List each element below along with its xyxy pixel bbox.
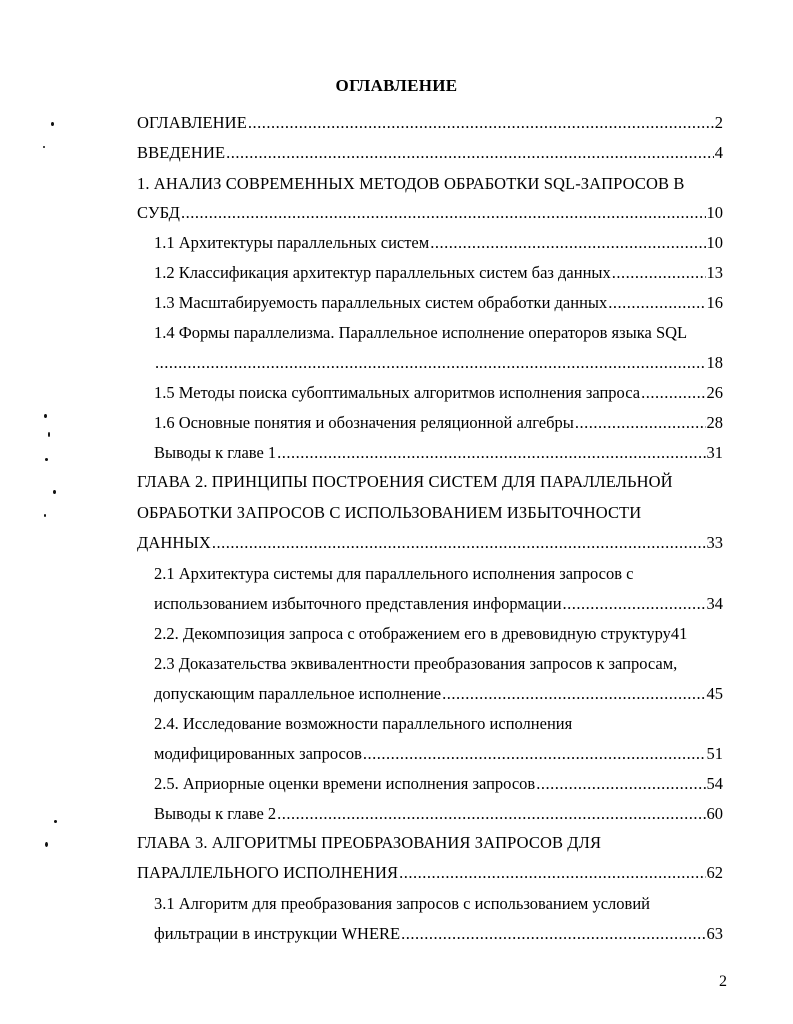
scan-speck <box>54 820 57 823</box>
toc-leader-dots <box>277 803 705 825</box>
toc-leader-dots <box>430 232 705 254</box>
toc-entry-text: 1.6 Основные понятия и обозначения реляционной алгебры <box>154 413 574 432</box>
toc-entry-chapter2[interactable] <box>137 532 723 554</box>
toc-entry-text: ВВЕДЕНИЕ <box>137 143 226 162</box>
toc-leader-dots <box>399 862 705 884</box>
toc-entry-page: 51 <box>706 744 723 763</box>
scan-speck <box>48 432 50 437</box>
scan-speck <box>53 490 56 494</box>
toc-entry-1-4[interactable] <box>154 352 723 374</box>
toc-entry-2-2[interactable]: 2.2. Декомпозиция запроса с отображением его в древовидную структуру41 <box>154 624 688 643</box>
toc-entry-text: 2.5. Априорные оценки времени исполнения запросов <box>154 774 536 793</box>
toc-entry-text: СУБД <box>137 203 180 222</box>
toc-entry-3-1[interactable] <box>154 923 723 945</box>
toc-entry-conclusions-2[interactable] <box>154 803 723 825</box>
page-title: ОГЛАВЛЕНИЕ <box>335 76 458 95</box>
toc-entry-page: 16 <box>706 293 723 312</box>
toc-entry-1-1[interactable] <box>154 232 723 254</box>
toc-leader-dots <box>563 593 706 615</box>
toc-entry-2-1[interactable] <box>154 593 723 615</box>
toc-leader-dots <box>155 352 706 374</box>
toc-entry-page: 62 <box>706 863 723 882</box>
toc-entry-3-1-line1: 3.1 Алгоритм для преобразования запросов с использованием условий <box>154 894 650 913</box>
toc-entry-page: 4 <box>714 143 723 162</box>
toc-entry-page: 10 <box>706 203 723 222</box>
toc-leader-dots <box>442 683 705 705</box>
toc-entry-1-3[interactable] <box>154 292 723 314</box>
toc-leader-dots <box>181 202 706 224</box>
toc-entry-text: допускающим параллельное исполнение <box>154 684 442 703</box>
toc-entry-2-4[interactable] <box>154 743 723 765</box>
toc-entry-chapter2-line2: ОБРАБОТКИ ЗАПРОСОВ С ИСПОЛЬЗОВАНИЕМ ИЗБЫТОЧНОСТИ <box>137 503 642 522</box>
toc-leader-dots <box>277 442 705 464</box>
scan-speck <box>45 842 48 847</box>
toc-leader-dots <box>575 412 706 434</box>
toc-entry-page: 10 <box>706 233 723 252</box>
toc-entry-text: Выводы к главе 2 <box>154 804 277 823</box>
toc-leader-dots <box>536 773 705 795</box>
toc-entry-page: 26 <box>706 383 723 402</box>
toc-entry-chapter2-line1: ГЛАВА 2. ПРИНЦИПЫ ПОСТРОЕНИЯ СИСТЕМ ДЛЯ ПАРАЛЛЕЛЬНОЙ <box>137 472 673 491</box>
toc-entry-contents[interactable] <box>137 112 723 134</box>
toc-entry-page: 60 <box>706 804 723 823</box>
toc-entry-page: 34 <box>706 594 723 613</box>
toc-entry-2-3-line1: 2.3 Доказательства эквивалентности преобразования запросов к запросам, <box>154 654 678 673</box>
scan-speck <box>44 414 47 418</box>
toc-entry-page: 33 <box>706 533 723 552</box>
toc-entry-2-3[interactable] <box>154 683 723 705</box>
toc-entry-text: 1.5 Методы поиска субоптимальных алгоритмов исполнения запроса <box>154 383 641 402</box>
toc-entry-chapter1[interactable] <box>137 202 723 224</box>
scan-speck <box>51 122 54 126</box>
toc-entry-1-4-line1: 1.4 Формы параллелизма. Параллельное исполнение операторов языка SQL <box>154 323 688 342</box>
toc-entry-1-6[interactable] <box>154 412 723 434</box>
scan-speck <box>44 514 46 517</box>
toc-entry-text: 1.2 Классификация архитектур параллельных систем баз данных <box>154 263 611 282</box>
toc-entry-page: 28 <box>706 413 723 432</box>
toc-entry-text: использованием избыточного представления информации <box>154 594 562 613</box>
toc-entry-text: фильтрации в инструкции WHERE <box>154 924 401 943</box>
toc-entry-page: 2 <box>714 113 723 132</box>
toc-entry-1-5[interactable] <box>154 382 723 404</box>
toc-entry-page: 13 <box>706 263 723 282</box>
page-number: 2 <box>719 973 727 990</box>
scan-speck <box>43 146 45 148</box>
toc-entry-chapter3-line1: ГЛАВА 3. АЛГОРИТМЫ ПРЕОБРАЗОВАНИЯ ЗАПРОСОВ ДЛЯ <box>137 833 602 852</box>
toc-entry-text: 1.1 Архитектуры параллельных систем <box>154 233 430 252</box>
toc-leader-dots <box>212 532 706 554</box>
toc-leader-dots <box>226 142 714 164</box>
toc-entry-chapter1-line1: 1. АНАЛИЗ СОВРЕМЕННЫХ МЕТОДОВ ОБРАБОТКИ SQL-ЗАПРОСОВ В <box>137 174 685 193</box>
toc-entry-text: Выводы к главе 1 <box>154 443 277 462</box>
toc-entry-page: 31 <box>706 443 723 462</box>
toc-entry-1-2[interactable] <box>154 262 723 284</box>
toc-entry-chapter3[interactable] <box>137 862 723 884</box>
toc-entry-conclusions-1[interactable] <box>154 442 723 464</box>
toc-entry-page: 63 <box>706 924 723 943</box>
toc-entry-page: 45 <box>706 684 723 703</box>
scan-speck <box>45 458 48 461</box>
toc-entry-page: 54 <box>706 774 723 793</box>
toc-leader-dots <box>612 262 706 284</box>
toc-entry-page: 18 <box>706 353 723 372</box>
toc-leader-dots <box>401 923 705 945</box>
toc-entry-introduction[interactable] <box>137 142 723 164</box>
toc-entry-text: ДАННЫХ <box>137 533 211 552</box>
toc-leader-dots <box>641 382 705 404</box>
toc-leader-dots <box>363 743 706 765</box>
toc-leader-dots <box>248 112 714 134</box>
toc-entry-2-5[interactable] <box>154 773 723 795</box>
toc-entry-2-1-line1: 2.1 Архитектура системы для параллельного исполнения запросов с <box>154 564 634 583</box>
toc-entry-text: 1.3 Масштабируемость параллельных систем обработки данных <box>154 293 608 312</box>
toc-entry-text: модифицированных запросов <box>154 744 362 763</box>
toc-entry-text: ПАРАЛЛЕЛЬНОГО ИСПОЛНЕНИЯ <box>137 863 399 882</box>
toc-entry-text: ОГЛАВЛЕНИЕ <box>137 113 247 132</box>
toc-entry-2-4-line1: 2.4. Исследование возможности параллельного исполнения <box>154 714 573 733</box>
toc-leader-dots <box>608 292 705 314</box>
